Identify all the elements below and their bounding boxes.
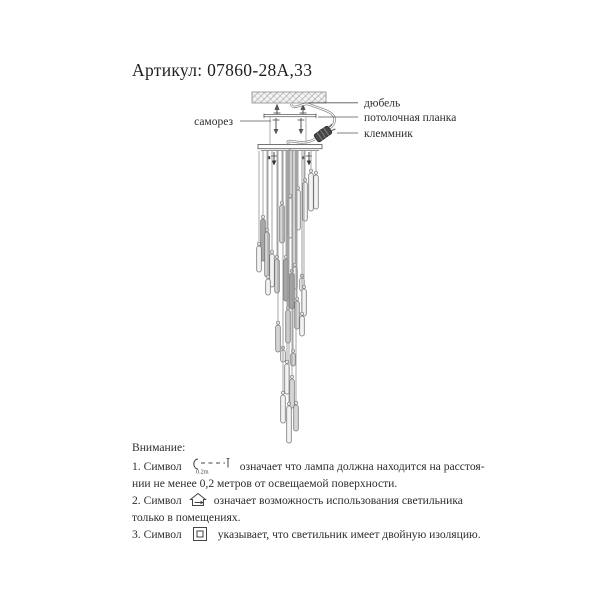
strand-bead: [270, 250, 273, 253]
warning-block: [132, 440, 488, 543]
label-dowel: дюбель: [364, 97, 401, 110]
page-title: Артикул: 07860-28А,33: [132, 60, 313, 80]
warning-item-3: [132, 526, 488, 543]
strand-bead: [281, 391, 284, 394]
warning-heading: Внимание:: [132, 441, 186, 454]
strand-drop: [265, 232, 270, 277]
warning-item-2: [132, 492, 488, 509]
strand-bead: [314, 171, 317, 174]
strand-bead: [257, 242, 260, 245]
label-screw: саморез: [194, 116, 233, 128]
warning-item-1-line2: нии не менее 0,2 метров от освещаемой поверхности.: [132, 476, 398, 490]
ceiling-plate: [264, 114, 316, 119]
label-ceiling-plate: потолочная планка: [364, 112, 457, 124]
strand-drop: [280, 205, 285, 243]
warning-item-1-line1: означает что лампа должна находится на расстоя-: [239, 460, 485, 474]
strand-drop: [281, 395, 286, 423]
label-terminal: клеммник: [364, 128, 413, 140]
indoor-use-symbol-icon: [188, 492, 208, 508]
warning-item-1: [132, 456, 488, 475]
strand-bead: [294, 401, 297, 404]
strand-drop: [286, 310, 291, 343]
ceiling-hatch: [252, 92, 326, 103]
strand-drop: [266, 279, 271, 295]
strand-bead: [309, 169, 312, 172]
strand-drop: [276, 325, 281, 352]
strand-drop: [287, 406, 292, 443]
strand-bead: [302, 285, 305, 288]
strand-bead: [300, 312, 303, 315]
warning-item-1-prefix: 1. Символ: [132, 460, 182, 474]
strand-drop: [294, 405, 299, 431]
strand-group: [257, 151, 319, 443]
strand-bead: [285, 360, 288, 363]
strand-drop: [309, 173, 314, 211]
strand-drop: [303, 182, 308, 221]
strand-bead: [266, 275, 269, 278]
warning-item-3-line1: указывает, что светильник имеет двойную изоляцию.: [217, 528, 481, 542]
strand-bead: [276, 321, 279, 324]
strand-bead: [290, 375, 293, 378]
leader-lines: [240, 103, 358, 133]
distance-symbol-icon: [188, 456, 234, 474]
distance-value: 0.2m: [195, 468, 209, 475]
strand-bead: [261, 215, 264, 218]
strand-drop: [275, 259, 280, 293]
strand-bead: [287, 402, 290, 405]
warning-item-2-line2: только в помещениях.: [132, 510, 241, 524]
warning-item-2-line1: означает возможность использования светильника: [213, 494, 463, 508]
strand-drop: [314, 175, 319, 209]
strand-drop: [257, 246, 262, 272]
double-insulation-symbol-icon: [192, 526, 208, 542]
self-tapping-screws-icon: [273, 118, 305, 135]
strand-drop: [291, 353, 296, 366]
strand-drop: [295, 301, 300, 329]
strand-drop: [300, 316, 305, 336]
warning-item-3-prefix: 3. Символ: [132, 528, 182, 542]
warning-item-2-prefix: 2. Символ: [132, 494, 182, 508]
